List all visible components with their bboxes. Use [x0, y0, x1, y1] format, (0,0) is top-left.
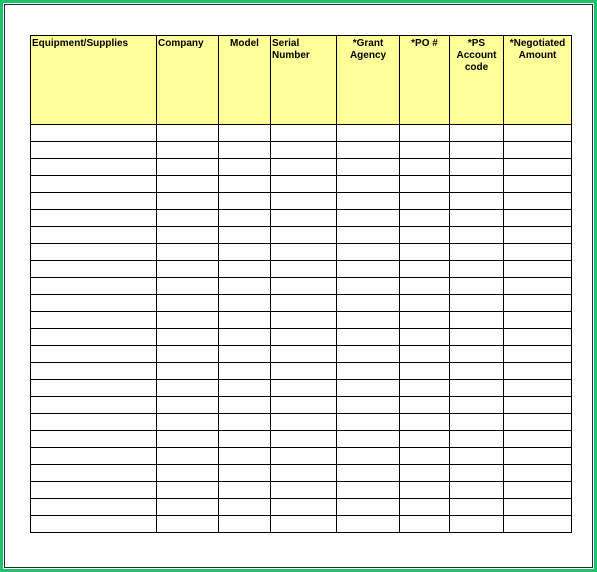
table-cell[interactable] [157, 346, 219, 363]
table-cell[interactable] [337, 261, 400, 278]
table-cell[interactable] [157, 482, 219, 499]
table-cell[interactable] [504, 482, 572, 499]
table-cell[interactable] [31, 499, 157, 516]
table-cell[interactable] [219, 499, 271, 516]
table-cell[interactable] [157, 210, 219, 227]
table-cell[interactable] [271, 210, 337, 227]
table-cell[interactable] [450, 482, 504, 499]
table-row [31, 244, 572, 261]
table-row [31, 329, 572, 346]
table-row [31, 210, 572, 227]
table-cell[interactable] [157, 499, 219, 516]
table-cell[interactable] [400, 346, 450, 363]
table-cell[interactable] [31, 363, 157, 380]
table-cell[interactable] [337, 499, 400, 516]
table-cell[interactable] [31, 261, 157, 278]
table-cell[interactable] [219, 312, 271, 329]
table-cell[interactable] [400, 499, 450, 516]
table-cell[interactable] [504, 295, 572, 312]
table-cell[interactable] [271, 346, 337, 363]
table-cell[interactable] [400, 329, 450, 346]
table-cell[interactable] [157, 176, 219, 193]
table-cell[interactable] [219, 295, 271, 312]
table-row [31, 176, 572, 193]
table-cell[interactable] [157, 431, 219, 448]
table-cell[interactable] [400, 397, 450, 414]
table-cell[interactable] [337, 363, 400, 380]
table-cell[interactable] [450, 125, 504, 142]
table-cell[interactable] [219, 465, 271, 482]
table-cell[interactable] [157, 380, 219, 397]
table-cell[interactable] [157, 227, 219, 244]
table-row [31, 482, 572, 499]
table-cell[interactable] [271, 244, 337, 261]
table-cell[interactable] [157, 125, 219, 142]
table-cell[interactable] [271, 482, 337, 499]
table-cell[interactable] [504, 363, 572, 380]
table-cell[interactable] [400, 210, 450, 227]
table-body [31, 125, 572, 533]
table-row [31, 312, 572, 329]
header-equipment-supplies: Equipment/Supplies [31, 36, 157, 125]
table-cell[interactable] [271, 278, 337, 295]
table-cell[interactable] [219, 193, 271, 210]
table-cell[interactable] [157, 397, 219, 414]
table-cell[interactable] [271, 380, 337, 397]
header-po-number: *PO # [400, 36, 450, 125]
table-row [31, 227, 572, 244]
table-cell[interactable] [337, 176, 400, 193]
table-cell[interactable] [157, 159, 219, 176]
table-cell[interactable] [219, 210, 271, 227]
table-cell[interactable] [504, 125, 572, 142]
table-cell[interactable] [271, 312, 337, 329]
table-cell[interactable] [504, 448, 572, 465]
table-cell[interactable] [400, 516, 450, 533]
table-cell[interactable] [157, 448, 219, 465]
table-cell[interactable] [504, 278, 572, 295]
table-cell[interactable] [271, 193, 337, 210]
table-cell[interactable] [400, 363, 450, 380]
table-cell[interactable] [400, 244, 450, 261]
table-cell[interactable] [219, 482, 271, 499]
table-row [31, 448, 572, 465]
table-cell[interactable] [504, 176, 572, 193]
table-row [31, 363, 572, 380]
table-cell[interactable] [271, 431, 337, 448]
table-cell[interactable] [31, 210, 157, 227]
table-cell[interactable] [450, 193, 504, 210]
table-cell[interactable] [271, 499, 337, 516]
table-cell[interactable] [504, 261, 572, 278]
table-row [31, 346, 572, 363]
table-cell[interactable] [337, 142, 400, 159]
table-cell[interactable] [271, 516, 337, 533]
table-cell[interactable] [504, 159, 572, 176]
table-cell[interactable] [219, 397, 271, 414]
table-cell[interactable] [157, 363, 219, 380]
table-cell[interactable] [400, 465, 450, 482]
table-cell[interactable] [219, 414, 271, 431]
table-cell[interactable] [337, 397, 400, 414]
table-cell[interactable] [504, 414, 572, 431]
table-cell[interactable] [400, 482, 450, 499]
table-cell[interactable] [450, 295, 504, 312]
table-cell[interactable] [504, 397, 572, 414]
table-cell[interactable] [219, 159, 271, 176]
table-cell[interactable] [31, 397, 157, 414]
table-cell[interactable] [157, 414, 219, 431]
table-cell[interactable] [450, 346, 504, 363]
table-cell[interactable] [450, 499, 504, 516]
table-cell[interactable] [157, 465, 219, 482]
table-cell[interactable] [219, 431, 271, 448]
table-cell[interactable] [31, 159, 157, 176]
table-row [31, 125, 572, 142]
table-cell[interactable] [219, 278, 271, 295]
table-cell[interactable] [450, 244, 504, 261]
table-cell[interactable] [337, 193, 400, 210]
table-cell[interactable] [337, 346, 400, 363]
table-cell[interactable] [337, 159, 400, 176]
table-cell[interactable] [219, 261, 271, 278]
table-cell[interactable] [271, 448, 337, 465]
table-cell[interactable] [504, 210, 572, 227]
table-cell[interactable] [271, 227, 337, 244]
table-cell[interactable] [271, 176, 337, 193]
table-cell[interactable] [504, 465, 572, 482]
table-cell[interactable] [31, 414, 157, 431]
table-cell[interactable] [157, 295, 219, 312]
header-model: Model [219, 36, 271, 125]
table-cell[interactable] [271, 261, 337, 278]
table-cell[interactable] [337, 414, 400, 431]
table-cell[interactable] [504, 431, 572, 448]
table-cell[interactable] [400, 142, 450, 159]
table-cell[interactable] [271, 397, 337, 414]
table-cell[interactable] [337, 380, 400, 397]
table-cell[interactable] [271, 142, 337, 159]
table-row [31, 278, 572, 295]
table-row [31, 380, 572, 397]
table-cell[interactable] [337, 125, 400, 142]
table-cell[interactable] [450, 261, 504, 278]
table-cell[interactable] [504, 346, 572, 363]
table-cell[interactable] [31, 142, 157, 159]
table-cell[interactable] [400, 431, 450, 448]
table-cell[interactable] [400, 125, 450, 142]
table-cell[interactable] [337, 278, 400, 295]
header-row [31, 36, 572, 125]
table-row [31, 261, 572, 278]
table-cell[interactable] [219, 125, 271, 142]
table-cell[interactable] [450, 431, 504, 448]
table-cell[interactable] [450, 176, 504, 193]
table-cell[interactable] [31, 278, 157, 295]
header-company: Company [157, 36, 219, 125]
table-cell[interactable] [400, 312, 450, 329]
equipment-inventory-table [30, 35, 572, 533]
table-row [31, 397, 572, 414]
table-cell[interactable] [31, 125, 157, 142]
table-cell[interactable] [157, 312, 219, 329]
table-cell[interactable] [400, 380, 450, 397]
table-cell[interactable] [219, 516, 271, 533]
table-cell[interactable] [400, 295, 450, 312]
table-cell[interactable] [337, 312, 400, 329]
table-cell[interactable] [504, 244, 572, 261]
table-cell[interactable] [271, 329, 337, 346]
header-grant-agency: *Grant Agency [337, 36, 400, 125]
table-cell[interactable] [31, 346, 157, 363]
table-cell[interactable] [504, 516, 572, 533]
table-cell[interactable] [31, 176, 157, 193]
table-cell[interactable] [219, 176, 271, 193]
table-cell[interactable] [157, 261, 219, 278]
table-cell[interactable] [271, 363, 337, 380]
table-cell[interactable] [450, 312, 504, 329]
table-cell[interactable] [271, 414, 337, 431]
table-cell[interactable] [31, 482, 157, 499]
table-cell[interactable] [400, 176, 450, 193]
table-cell[interactable] [450, 278, 504, 295]
table-cell[interactable] [271, 159, 337, 176]
table-cell[interactable] [271, 125, 337, 142]
table-cell[interactable] [31, 448, 157, 465]
table-cell[interactable] [337, 329, 400, 346]
table-cell[interactable] [400, 448, 450, 465]
table-cell[interactable] [400, 261, 450, 278]
table-cell[interactable] [337, 295, 400, 312]
table-row [31, 142, 572, 159]
table-cell[interactable] [504, 312, 572, 329]
table-cell[interactable] [450, 465, 504, 482]
table-cell[interactable] [450, 448, 504, 465]
table-cell[interactable] [450, 363, 504, 380]
table-cell[interactable] [271, 295, 337, 312]
table-cell[interactable] [219, 227, 271, 244]
table-cell[interactable] [31, 329, 157, 346]
table-cell[interactable] [31, 380, 157, 397]
table-cell[interactable] [450, 329, 504, 346]
table-cell[interactable] [219, 380, 271, 397]
table-cell[interactable] [157, 193, 219, 210]
table-cell[interactable] [157, 142, 219, 159]
table-cell[interactable] [219, 329, 271, 346]
table-cell[interactable] [504, 329, 572, 346]
table-cell[interactable] [31, 516, 157, 533]
table-cell[interactable] [337, 482, 400, 499]
table-cell[interactable] [337, 244, 400, 261]
table-cell[interactable] [337, 516, 400, 533]
table-cell[interactable] [400, 193, 450, 210]
table-cell[interactable] [157, 244, 219, 261]
table-cell[interactable] [337, 431, 400, 448]
table-cell[interactable] [219, 363, 271, 380]
table-cell[interactable] [450, 397, 504, 414]
table-cell[interactable] [400, 414, 450, 431]
table-cell[interactable] [450, 159, 504, 176]
table-cell[interactable] [31, 465, 157, 482]
table-row [31, 295, 572, 312]
table-cell[interactable] [337, 227, 400, 244]
table-cell[interactable] [504, 193, 572, 210]
header-negotiated-amount: *Negotiated Amount [504, 36, 572, 125]
table-cell[interactable] [504, 142, 572, 159]
table-cell[interactable] [157, 516, 219, 533]
table-cell[interactable] [31, 227, 157, 244]
table-cell[interactable] [450, 380, 504, 397]
table-cell[interactable] [31, 431, 157, 448]
table-cell[interactable] [400, 278, 450, 295]
table-cell[interactable] [31, 295, 157, 312]
table-row [31, 414, 572, 431]
table-cell[interactable] [337, 448, 400, 465]
table-cell[interactable] [450, 227, 504, 244]
table-cell[interactable] [400, 227, 450, 244]
table-cell[interactable] [504, 380, 572, 397]
table-cell[interactable] [271, 465, 337, 482]
table-row [31, 516, 572, 533]
table-cell[interactable] [504, 499, 572, 516]
table-cell[interactable] [450, 516, 504, 533]
table-cell[interactable] [157, 278, 219, 295]
table-cell[interactable] [504, 227, 572, 244]
table-cell[interactable] [337, 465, 400, 482]
table-cell[interactable] [337, 210, 400, 227]
table-cell[interactable] [31, 193, 157, 210]
table-cell[interactable] [219, 244, 271, 261]
table-cell[interactable] [31, 312, 157, 329]
table-row [31, 159, 572, 176]
header-serial-number: Serial Number [271, 36, 337, 125]
table-row [31, 499, 572, 516]
table-cell[interactable] [219, 346, 271, 363]
table-row [31, 465, 572, 482]
table-cell[interactable] [157, 329, 219, 346]
table-cell[interactable] [219, 142, 271, 159]
table-cell[interactable] [219, 448, 271, 465]
table-cell[interactable] [450, 414, 504, 431]
table-row [31, 193, 572, 210]
table-cell[interactable] [31, 244, 157, 261]
table-cell[interactable] [450, 142, 504, 159]
header-ps-account-code: *PS Account code [450, 36, 504, 125]
table-row [31, 431, 572, 448]
table-cell[interactable] [400, 159, 450, 176]
table-cell[interactable] [450, 210, 504, 227]
